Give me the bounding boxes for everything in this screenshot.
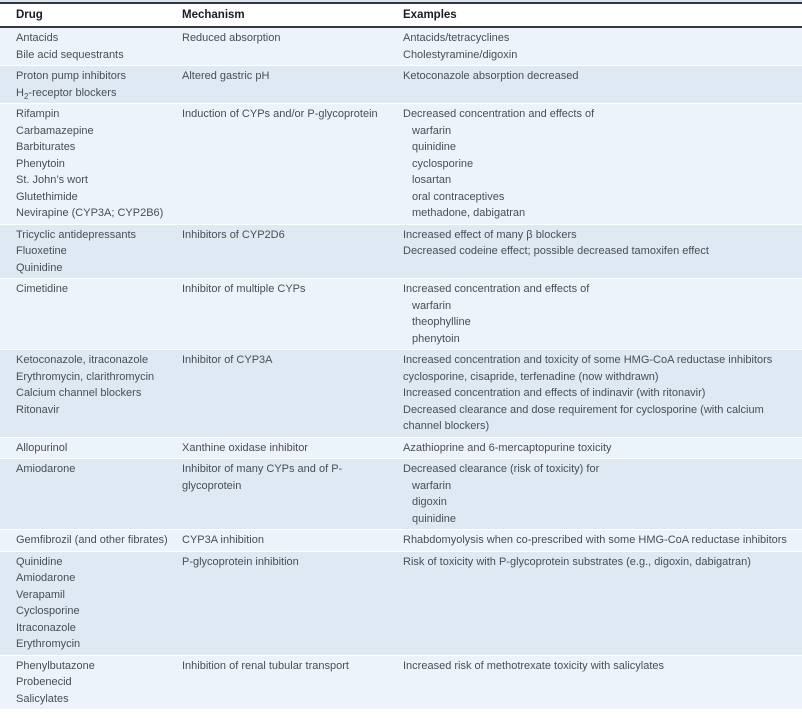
- drug-name: Proton pump inhibitors: [16, 70, 127, 82]
- drug-name: Calcium channel blockers: [16, 387, 142, 399]
- drug-name: Amiodarone: [16, 572, 76, 584]
- drug-cell: [16, 532, 182, 549]
- table-row: [0, 656, 802, 711]
- drug-name: Amiodarone: [16, 463, 76, 475]
- drug-name: Phenytoin: [16, 157, 65, 170]
- mechanism-text: Altered gastric pH: [182, 70, 270, 82]
- example-text: methadone, dabigatran: [412, 207, 526, 219]
- example-text: theophylline: [412, 316, 471, 328]
- drug-name: Verapamil: [16, 588, 65, 601]
- example-text: cyclosporine, cisapride, terfenadine (now withdrawn): [403, 370, 659, 383]
- drug-name: $H_2$-receptor blockers: [16, 86, 117, 101]
- mechanism-text: Inhibitor of many CYPs and of P-glycoprotein: [182, 463, 343, 492]
- example-text: Increased effect of many β blockers: [403, 228, 577, 241]
- drug-name: Quinidine: [16, 261, 63, 274]
- drug-cell: [16, 68, 182, 101]
- table-row: [0, 279, 802, 350]
- examples-cell: [403, 658, 802, 708]
- drug-name: Rifampin: [16, 108, 60, 120]
- mechanism-text: Xanthine oxidase inhibitor: [182, 441, 308, 454]
- subscript: 2: [23, 91, 29, 101]
- drug-name: Erythromycin: [16, 638, 81, 650]
- mechanism-cell: [182, 227, 403, 277]
- table-row: [0, 552, 802, 656]
- mechanism-cell: [182, 281, 403, 347]
- example-text: quinidine: [412, 141, 457, 153]
- examples-cell: [403, 554, 802, 653]
- drug-name: Ketoconazole, itraconazole: [16, 354, 149, 366]
- mechanism-cell: [182, 30, 403, 63]
- mechanism-cell: [182, 532, 403, 549]
- mechanism-text: Inhibition of renal tubular transport: [182, 659, 349, 672]
- example-text: warfarin: [412, 299, 452, 312]
- table-row: [0, 459, 802, 530]
- examples-cell: [403, 106, 802, 222]
- mechanism-cell: [182, 440, 403, 457]
- example-text: digoxin: [412, 496, 447, 508]
- example-text: Rhabdomyolysis when co-prescribed with some HMG-CoA reductase inhibitors: [403, 534, 787, 546]
- drug-name: Gemfibrozil (and other fibrates): [16, 534, 168, 546]
- drug-name: Glutethimide: [16, 190, 78, 203]
- example-text: warfarin: [412, 124, 452, 137]
- mechanism-text: Inhibitors of CYP2D6: [182, 228, 285, 241]
- drug-cell: [16, 30, 182, 63]
- drug-cell: [16, 106, 182, 222]
- drug-cell: [16, 554, 182, 653]
- column-header-mechanism: Mechanism: [182, 9, 245, 21]
- example-text: Decreased codeine effect; possible decreased tamoxifen effect: [403, 245, 709, 257]
- example-text: phenytoin: [412, 332, 460, 345]
- mechanism-cell: [182, 461, 403, 527]
- example-text: Decreased clearance (risk of toxicity) for: [403, 463, 600, 475]
- drug-name: Phenylbutazone: [16, 659, 95, 672]
- drug-name: Bile acid sequestrants: [16, 48, 124, 61]
- drug-name: Quinidine: [16, 555, 63, 568]
- examples-cell: [403, 532, 802, 549]
- drug-name: Allopurinol: [16, 441, 68, 454]
- mechanism-cell: [182, 352, 403, 435]
- table-row: [0, 350, 802, 438]
- drug-name: Barbiturates: [16, 141, 76, 153]
- mechanism-text: P-glycoprotein inhibition: [182, 555, 299, 568]
- drug-cell: [16, 658, 182, 708]
- table-row: [0, 530, 802, 552]
- mechanism-text: CYP3A inhibition: [182, 534, 264, 546]
- example-text: Increased risk of methotrexate toxicity with salicylates: [403, 659, 665, 672]
- drug-name: Ritonavir: [16, 403, 60, 416]
- example-text: Increased concentration and toxicity of some HMG-CoA reductase inhibitors: [403, 354, 773, 366]
- drug-name: St. John’s wort: [16, 174, 88, 186]
- drug-name: Tricyclic antidepressants: [16, 228, 137, 241]
- mechanism-cell: [182, 106, 403, 222]
- mechanism-text: Reduced absorption: [182, 32, 281, 44]
- mechanism-cell: [182, 554, 403, 653]
- table-body: [0, 28, 802, 710]
- example-text: Ketoconazole absorption decreased: [403, 70, 579, 82]
- drug-name: Carbamazepine: [16, 124, 94, 137]
- mechanism-cell: [182, 68, 403, 101]
- example-text: cyclosporine: [412, 157, 474, 170]
- drug-name: Salicylates: [16, 692, 69, 705]
- example-text: Decreased clearance and dose requirement for cyclosporine (with calcium channel blockers): [403, 403, 764, 432]
- mechanism-text: Inhibitor of CYP3A: [182, 354, 273, 366]
- examples-cell: [403, 461, 802, 527]
- examples-cell: [403, 281, 802, 347]
- example-text: oral contraceptives: [412, 190, 505, 203]
- table-row: [0, 225, 802, 280]
- drug-cell: [16, 281, 182, 347]
- drug-name: Cyclosporine: [16, 605, 80, 617]
- drug-cell: [16, 227, 182, 277]
- table-header: [0, 4, 802, 26]
- examples-cell: [403, 227, 802, 277]
- mechanism-cell: [182, 658, 403, 708]
- column-header-drug: Drug: [16, 9, 43, 21]
- drug-name: Cimetidine: [16, 283, 68, 295]
- table-row: [0, 66, 802, 104]
- example-text: losartan: [412, 174, 452, 186]
- drug-name: Erythromycin, clarithromycin: [16, 370, 155, 383]
- examples-cell: [403, 68, 802, 101]
- drug-name: Antacids: [16, 32, 59, 44]
- example-text: Azathioprine and 6-mercaptopurine toxicity: [403, 441, 612, 454]
- examples-cell: [403, 352, 802, 435]
- column-header-examples: Examples: [403, 9, 457, 21]
- example-text: Increased concentration and effects of: [403, 283, 590, 295]
- examples-cell: [403, 30, 802, 63]
- drug-cell: [16, 461, 182, 527]
- table-row: [0, 28, 802, 66]
- example-text: Increased concentration and effects of indinavir (with ritonavir): [403, 387, 706, 399]
- drug-name: Itraconazole: [16, 621, 76, 634]
- table-row: [0, 438, 802, 460]
- drug-name: Probenecid: [16, 676, 72, 688]
- mechanism-text: Induction of CYPs and/or P-glycoprotein: [182, 108, 378, 120]
- drug-name: Fluoxetine: [16, 245, 67, 257]
- table-row: [0, 104, 802, 225]
- example-text: Decreased concentration and effects of: [403, 108, 595, 120]
- example-text: quinidine: [412, 512, 457, 525]
- drug-cell: [16, 352, 182, 435]
- drug-name: Nevirapine (CYP3A; CYP2B6): [16, 207, 164, 219]
- drug-cell: [16, 440, 182, 457]
- examples-cell: [403, 440, 802, 457]
- example-text: Antacids/tetracyclines: [403, 32, 510, 44]
- example-text: Risk of toxicity with P-glycoprotein substrates (e.g., digoxin, dabigatran): [403, 555, 751, 568]
- example-text: Cholestyramine/digoxin: [403, 48, 518, 61]
- example-text: warfarin: [412, 479, 452, 492]
- mechanism-text: Inhibitor of multiple CYPs: [182, 283, 306, 295]
